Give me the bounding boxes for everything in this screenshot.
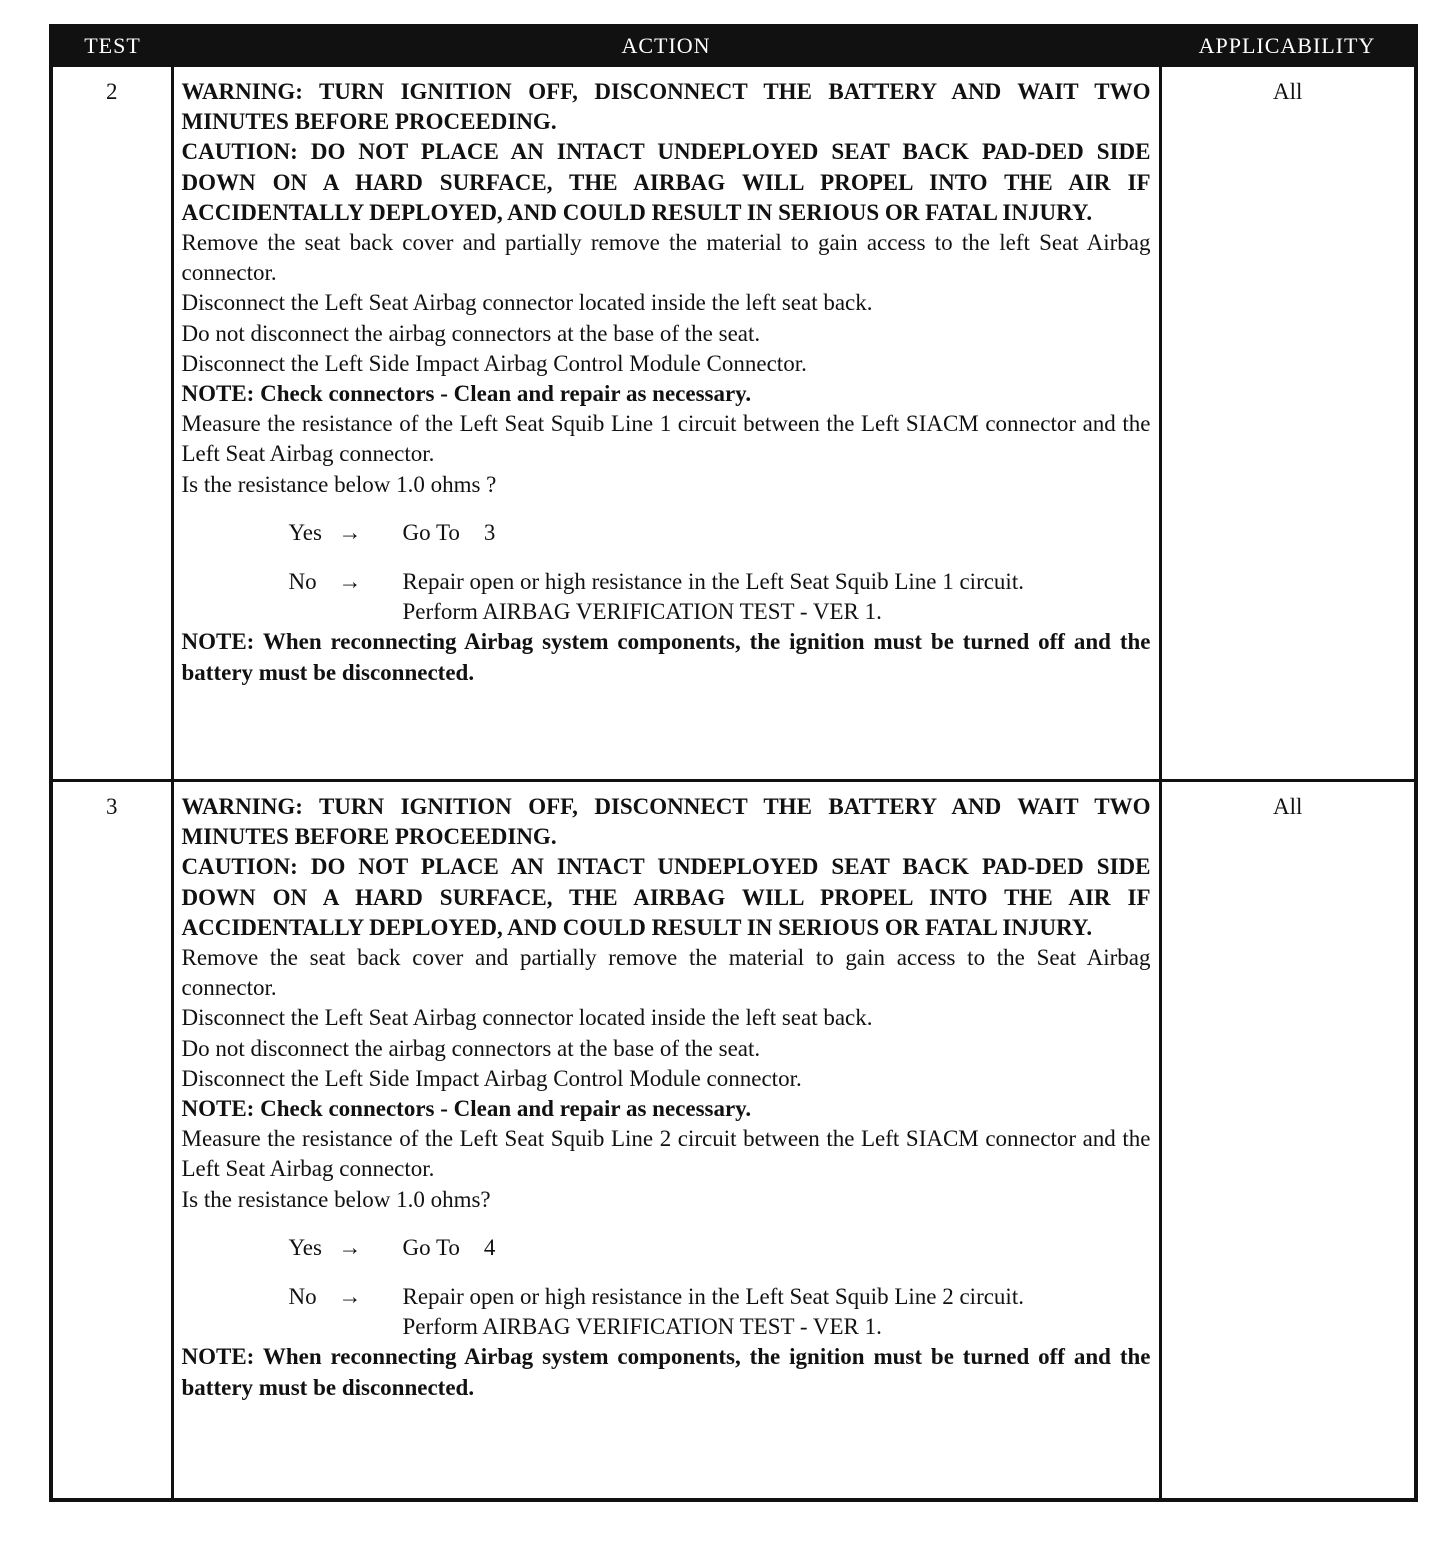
step-disconnect-module: Disconnect the Left Side Impact Airbag Control Module Connector. (181, 350, 807, 376)
caution-text: CAUTION: DO NOT PLACE AN INTACT UNDEPLOYED SEAT BACK PAD-DED SIDE DOWN ON A HARD SURFACE, THE AIRBAG WILL PROPEL INTO THE AIR IF ACCIDENTALLY DEPLOYED, AND COULD RESULT IN SERIOUS OR FATAL INJURY. (181, 139, 1151, 225)
right-arrow-icon: → (338, 1284, 362, 1310)
go-to-text: Go To (402, 1234, 460, 1260)
step-disconnect-seat-airbag: Disconnect the Left Seat Airbag connector located inside the left seat back. (181, 1005, 873, 1031)
warning-text: WARNING: TURN IGNITION OFF, DISCONNECT THE BATTERY AND WAIT TWO MINUTES BEFORE PROCEEDING. (181, 794, 1151, 850)
caution-text: CAUTION: DO NOT PLACE AN INTACT UNDEPLOYED SEAT BACK PAD-DED SIDE DOWN ON A HARD SURFACE, THE AIRBAG WILL PROPEL INTO THE AIR IF ACCIDENTALLY DEPLOYED, AND COULD RESULT IN SERIOUS OR FATAL INJURY. (181, 854, 1151, 940)
yes-branch (289, 1233, 1151, 1263)
no-result (403, 1282, 1151, 1342)
test-question: Is the resistance below 1.0 ohms? (181, 1186, 491, 1212)
diagnostic-test-table (49, 24, 1418, 1502)
note-check-connectors: NOTE: Check connectors - Clean and repair as necessary. (181, 381, 752, 407)
action-cell (172, 66, 1160, 781)
no-repair-text: Repair open or high resistance in the Left Seat Squib Line 1 circuit. (402, 569, 1024, 595)
applicability-value: All (1160, 781, 1416, 1501)
note-reconnect: NOTE: When reconnecting Airbag system components, the ignition must be turned off and the battery must be disconnected. (181, 629, 1151, 685)
step-remove-cover: Remove the seat back cover and partially remove the material to gain access to the left Seat Airbag connector. (181, 230, 1151, 286)
no-repair-text: Repair open or high resistance in the Left Seat Squib Line 2 circuit. (402, 1284, 1024, 1310)
header-action: ACTION (172, 26, 1160, 66)
right-arrow-icon: → (338, 519, 362, 545)
step-remove-cover: Remove the seat back cover and partially remove the material to gain access to the Seat Airbag connector. (181, 945, 1151, 1001)
yes-label: Yes (288, 1234, 322, 1260)
table-row (51, 781, 1416, 1501)
step-measure-resistance: Measure the resistance of the Left Seat Squib Line 2 circuit between the Left SIACM connector and the Left Seat Airbag connector. (181, 1126, 1151, 1182)
header-row (51, 26, 1416, 66)
no-perform-text: Perform AIRBAG VERIFICATION TEST - VER 1. (402, 599, 882, 625)
go-to-text: Go To (402, 519, 460, 545)
no-label: No (288, 569, 317, 595)
yes-label: Yes (288, 519, 322, 545)
note-check-connectors: NOTE: Check connectors - Clean and repair as necessary. (181, 1096, 752, 1122)
test-number: 3 (51, 781, 172, 1501)
warning-text: WARNING: TURN IGNITION OFF, DISCONNECT THE BATTERY AND WAIT TWO MINUTES BEFORE PROCEEDING. (181, 79, 1151, 135)
header-applicability: APPLICABILITY (1160, 26, 1416, 66)
go-to-number: 3 (483, 519, 496, 545)
yes-result (403, 518, 1151, 548)
step-do-not-disconnect: Do not disconnect the airbag connectors at the base of the seat. (181, 320, 761, 346)
no-branch (289, 567, 1151, 627)
step-measure-resistance: Measure the resistance of the Left Seat Squib Line 1 circuit between the Left SIACM connector and the Left Seat Airbag connector. (181, 411, 1151, 467)
action-cell (172, 781, 1160, 1501)
yes-result (403, 1233, 1151, 1263)
note-reconnect: NOTE: When reconnecting Airbag system components, the ignition must be turned off and the battery must be disconnected. (181, 1344, 1151, 1400)
applicability-value: All (1160, 66, 1416, 781)
step-disconnect-module: Disconnect the Left Side Impact Airbag Control Module connector. (181, 1065, 802, 1091)
yes-branch (289, 518, 1151, 548)
table-body (51, 66, 1416, 1501)
table-header (51, 26, 1416, 66)
no-perform-text: Perform AIRBAG VERIFICATION TEST - VER 1. (402, 1314, 882, 1340)
table-row (51, 66, 1416, 781)
right-arrow-icon: → (338, 569, 362, 595)
step-do-not-disconnect: Do not disconnect the airbag connectors at the base of the seat. (181, 1035, 761, 1061)
right-arrow-icon: → (338, 1234, 362, 1260)
no-result (403, 567, 1151, 627)
test-number: 2 (51, 66, 172, 781)
test-question: Is the resistance below 1.0 ohms ? (181, 471, 497, 497)
header-test: TEST (51, 26, 172, 66)
no-branch (289, 1282, 1151, 1342)
step-disconnect-seat-airbag: Disconnect the Left Seat Airbag connector located inside the left seat back. (181, 290, 873, 316)
go-to-number: 4 (483, 1234, 496, 1260)
no-label: No (288, 1284, 317, 1310)
